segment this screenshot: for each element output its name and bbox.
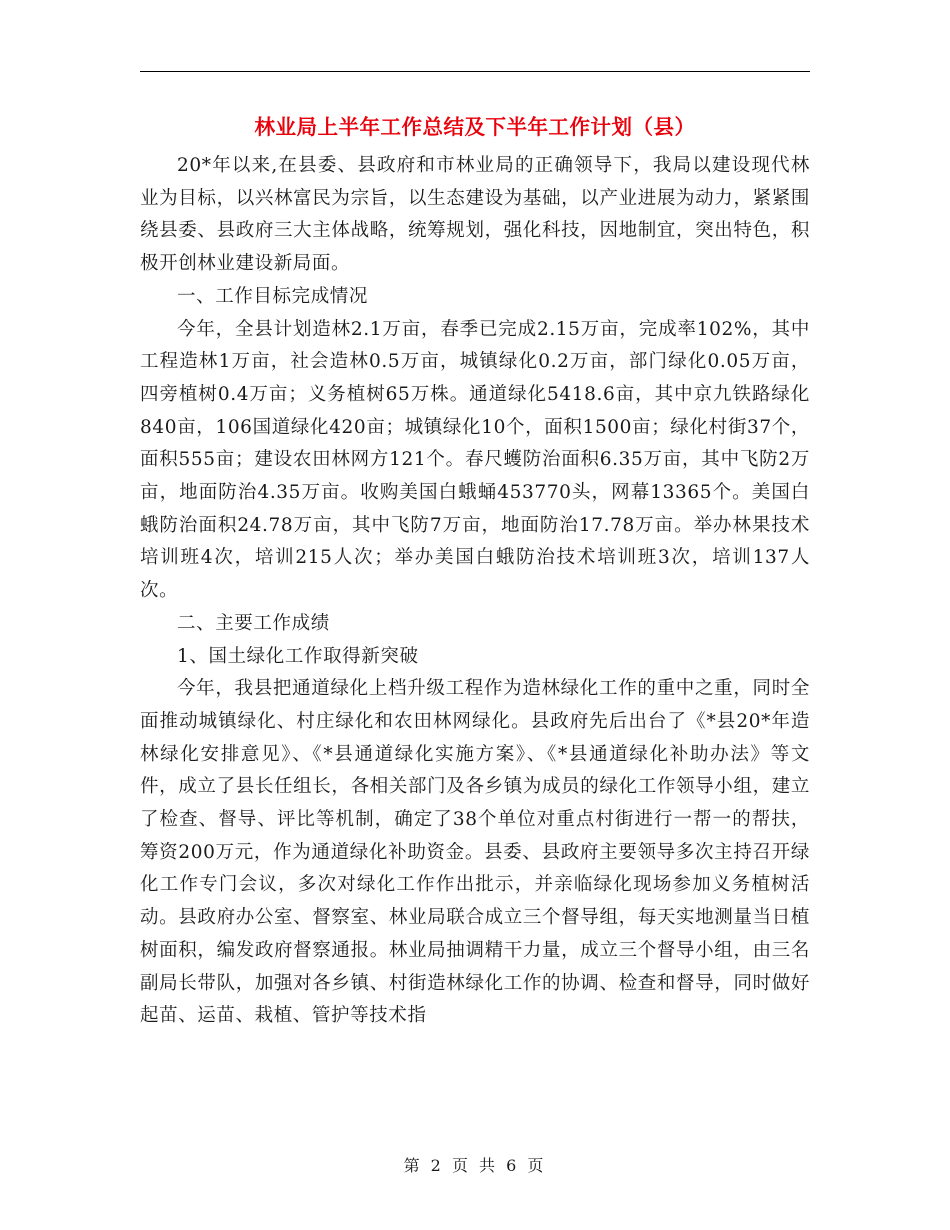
header-rule	[140, 71, 810, 72]
document-body	[140, 150, 810, 1033]
section-heading-2: 二、主要工作成绩	[177, 612, 330, 634]
document-title: 林业局上半年工作总结及下半年工作计划（县）	[254, 115, 696, 139]
greening-paragraph: 今年，我县把通道绿化上档升级工程作为造林绿化工作的重中之重，同时全面推动城镇绿化、村庄绿化和农田林网绿化。县政府先后出台了《*县20*年造林绿化安排意见》、《*县通道绿化实施方案》、《*县通道绿化补助办法》等文件，成立了县长任组长，各相关部门及各乡镇为成员的绿化工作领导小组，建立了检查、督导、评比等机制，确定了38个单位对重点村街进行一帮一的帮扶，筹资200万元，作为通道绿化补助资金。县委、县政府主要领导多次主持召开绿化工作专门会议，多次对绿化工作作出批示，并亲临绿化现场参加义务植树活动。县政府办公室、督察室、林业局联合成立三个督导组，每天实地测量当日植树面积，编发政府督察通报。林业局抽调精干力量，成立三个督导小组，由三名副局长带队，加强对各乡镇、村街造林绿化工作的协调、检查和督导，同时做好起苗、运苗、栽植、管护等技术指	[140, 678, 810, 1027]
intro-paragraph: 20*年以来,在县委、县政府和市林业局的正确领导下，我局以建设现代林业为目标，以兴林富民为宗旨，以生态建设为基础，以产业进展为动力，紧紧围绕县委、县政府三大主体战略，统筹规划，强化科技，因地制宜，突出特色，积极开创林业建设新局面。	[140, 155, 810, 275]
targets-paragraph: 今年，全县计划造林2.1万亩，春季已完成2.15万亩，完成率102%，其中工程造林1万亩，社会造林0.5万亩，城镇绿化0.2万亩，部门绿化0.05万亩，四旁植树0.4万亩；义务植树65万株。通道绿化5418.6亩，其中京九铁路绿化840亩，106国道绿化420亩；城镇绿化10个，面积1500亩；绿化村街37个，面积555亩；建设农田林网方121个。春尺蠖防治面积6.35万亩，其中飞防2万亩，地面防治4.35万亩。收购美国白蛾蛹453770头，网幕13365个。美国白蛾防治面积24.78万亩，其中飞防7万亩，地面防治17.78万亩。举办林果技术培训班4次，培训215人次；举办美国白蛾防治技术培训班3次，培训137人次。	[140, 318, 810, 602]
section-heading-1: 一、工作目标完成情况	[177, 285, 369, 307]
page-footer: 第 2 页 共 6 页	[403, 1156, 547, 1175]
subsection-heading-1: 1、国土绿化工作取得新突破	[177, 645, 419, 667]
